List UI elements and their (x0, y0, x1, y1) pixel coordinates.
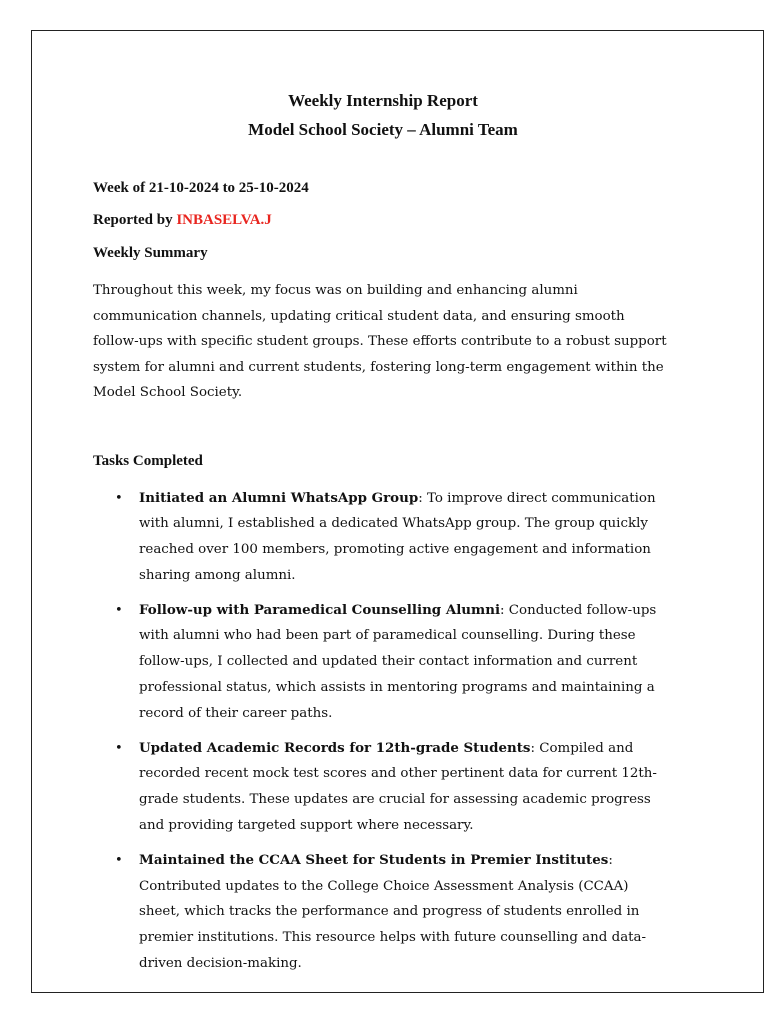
bullet-icon: • (115, 740, 123, 756)
report-title: Weekly Internship Report (288, 91, 478, 110)
reporter-name: INBASELVA.J (176, 212, 272, 228)
task-title: Follow-up with Paramedical Counselling Alumni (139, 601, 501, 618)
task-item (93, 486, 673, 589)
task-item (93, 598, 673, 727)
task-text: : Conducted follow-ups with alumni who had been part of paramedical counselling. During these follow-ups, I collected and updated their contact information and current professional status, which assists in mentoring programs and maintaining a record of their career paths. (139, 602, 657, 721)
summary-text: Throughout this week, my focus was on building and enhancing alumni communication channels, updating critical student data, and ensuring smooth follow-ups with specific student groups. These efforts contribute to a robust support system for alumni and current students, fostering long-term engagement within the Model School Society. (93, 283, 667, 400)
document-body (93, 86, 673, 986)
task-item (93, 736, 673, 839)
report-week: Week of 21-10-2024 to 25-10-2024 (93, 180, 309, 196)
bullet-icon: • (115, 602, 123, 618)
task-title: Initiated an Alumni WhatsApp Group (139, 489, 419, 506)
task-title: Maintained the CCAA Sheet for Students in Premier Institutes (139, 851, 609, 868)
task-text: : Contributed updates to the College Choice Assessment Analysis (CCAA) sheet, which tracks the performance and progress of students enrolled in premier institutions. This resource helps with future counselling and data-driven decision-making. (139, 852, 647, 972)
reported-by-label: Reported by (93, 212, 173, 228)
bullet-icon: • (115, 490, 123, 506)
tasks-heading: Tasks Completed (93, 452, 203, 469)
bullet-icon: • (115, 852, 123, 868)
task-title: Updated Academic Records for 12th-grade Students (139, 739, 531, 756)
reported-by (93, 212, 673, 229)
task-text: : To improve direct communication with alumni, I established a dedicated WhatsApp group. The group quickly reached over 100 members, promoting active engagement and information sharing among alumni. (139, 490, 656, 583)
summary-heading: Weekly Summary (93, 245, 208, 261)
task-item (93, 848, 673, 977)
task-text: : Compiled and recorded recent mock test scores and other pertinent data for current 12th-grade students. These updates are crucial for assessing academic progress and providing targeted support where necessary. (139, 740, 657, 834)
task-list (93, 486, 673, 977)
report-subtitle: Model School Society – Alumni Team (248, 120, 518, 139)
